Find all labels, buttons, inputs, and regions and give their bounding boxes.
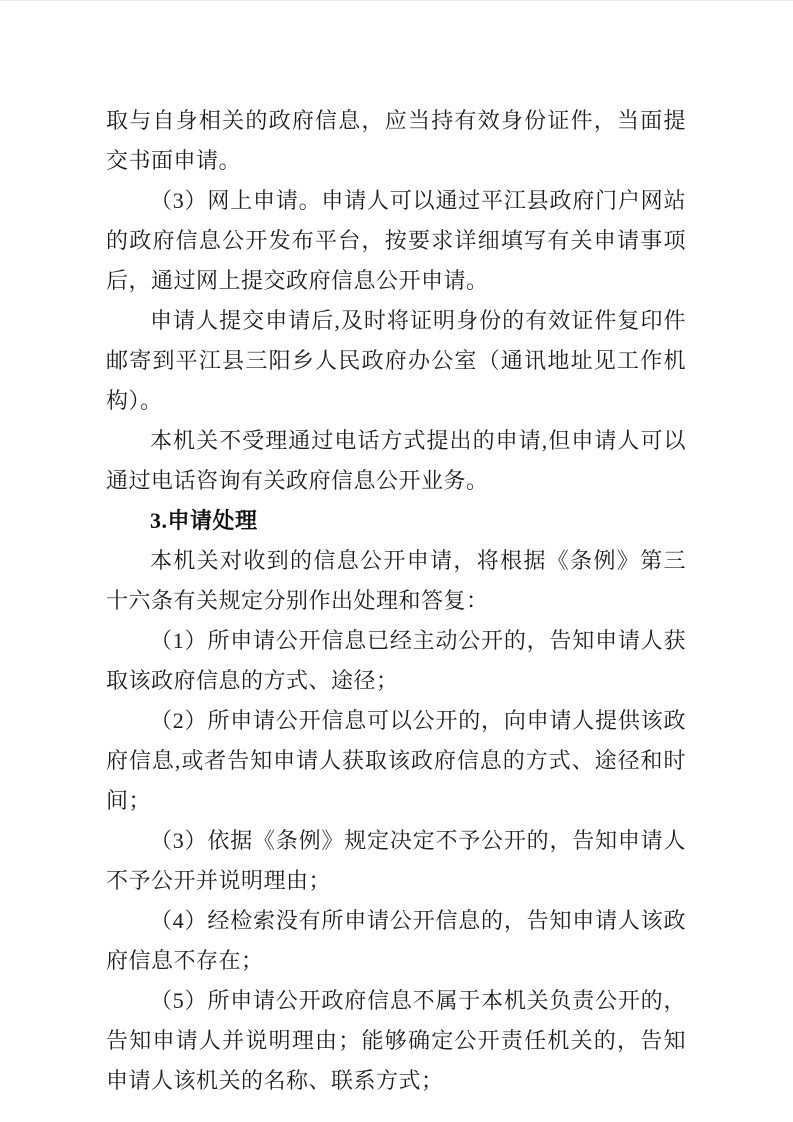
document-body	[106, 101, 686, 1101]
paragraph-continuation: 取与自身相关的政府信息，应当持有效身份证件，当面提交书面申请。	[106, 108, 686, 173]
paragraph-processing-intro: 本机关对收到的信息公开申请，将根据《条例》第三十六条有关规定分别作出处理和答复：	[106, 548, 686, 613]
paragraph-no-phone-application: 本机关不受理通过电话方式提出的申请,但申请人可以通过电话咨询有关政府信息公开业务。	[106, 428, 686, 493]
paragraph-mail-id-copy: 申请人提交申请后,及时将证明身份的有效证件复印件邮寄到平江县三阳乡人民政府办公室（通讯地址见工作机构）。	[106, 308, 686, 413]
paragraph-item-3: （3）依据《条例》规定决定不予公开的，告知申请人不予公开并说明理由；	[106, 828, 686, 893]
paragraph-online-application: （3）网上申请。申请人可以通过平江县政府门户网站的政府信息公开发布平台，按要求详细填写有关申请事项后，通过网上提交政府信息公开申请。	[106, 188, 686, 293]
paragraph-item-1: （1）所申请公开信息已经主动公开的，告知申请人获取该政府信息的方式、途径；	[106, 628, 686, 693]
paragraph-item-4: （4）经检索没有所申请公开信息的，告知申请人该政府信息不存在；	[106, 908, 686, 973]
section-heading-application-processing: 3.申请处理	[150, 508, 258, 533]
paragraph-item-2: （2）所申请公开信息可以公开的，向申请人提供该政府信息,或者告知申请人获取该政府信息的方式、途径和时间；	[106, 708, 686, 813]
paragraph-item-5: （5）所申请公开政府信息不属于本机关负责公开的，告知申请人并说明理由；能够确定公开责任机关的，告知申请人该机关的名称、联系方式；	[106, 988, 686, 1093]
